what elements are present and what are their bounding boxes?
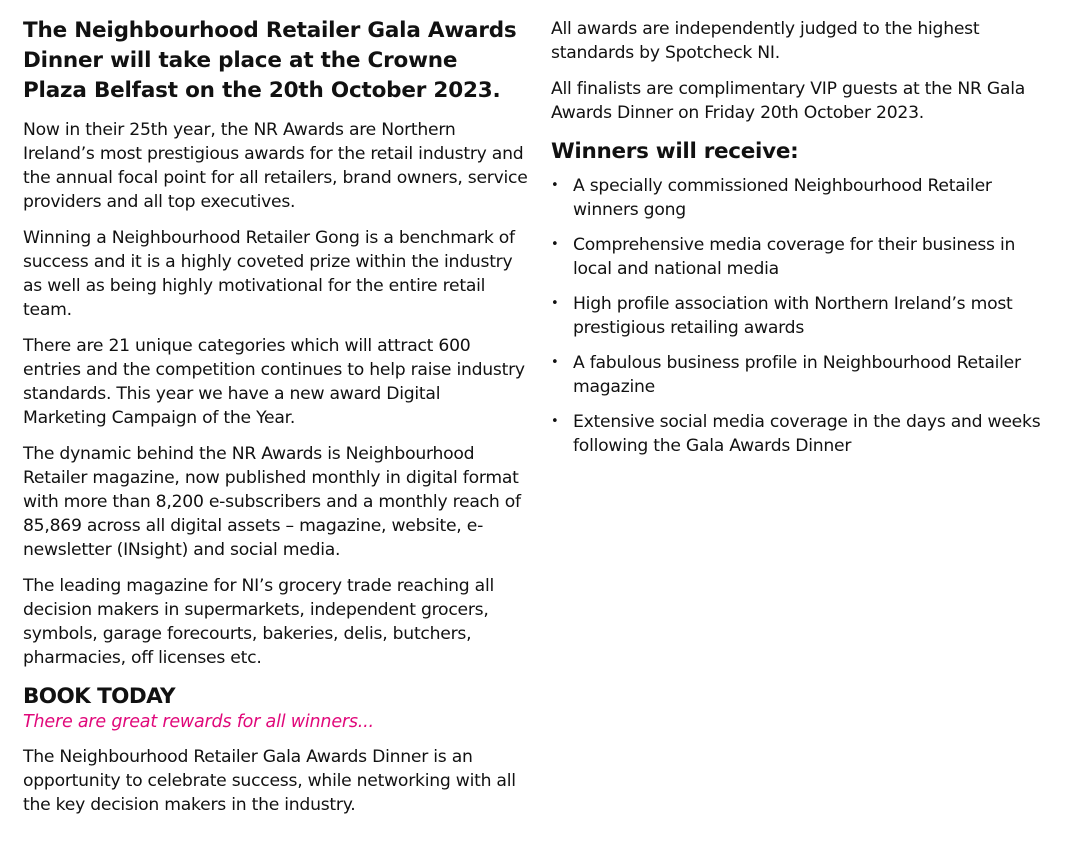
bullet-icon: • bbox=[551, 355, 559, 370]
list-item bbox=[551, 292, 1056, 340]
bullet-icon: • bbox=[551, 296, 559, 311]
list-item bbox=[551, 410, 1056, 458]
judging-paragraph: All awards are independently judged to the highest standards by Spotcheck NI. bbox=[551, 19, 980, 63]
bullet-icon: • bbox=[551, 237, 559, 252]
list-item bbox=[551, 351, 1056, 399]
dinner-description: The Neighbourhood Retailer Gala Awards Dinner is an opportunity to celebrate success, while networking with all the key decision makers in the industry. bbox=[23, 747, 516, 815]
bullet-icon: • bbox=[551, 414, 559, 429]
intro-paragraph: Now in their 25th year, the NR Awards are Northern Ireland’s most prestigious awards for the retail industry and the annual focal point for all retailers, brand owners, service providers and all top executives. bbox=[23, 120, 528, 212]
left-column bbox=[23, 0, 528, 817]
categories-paragraph: There are 21 unique categories which will attract 600 entries and the competition continues to help raise industry standards. This year we have a new award Digital Marketing Campaign of the Year. bbox=[23, 336, 525, 428]
finalists-paragraph: All finalists are complimentary VIP guests at the NR Gala Awards Dinner on Friday 20th October 2023. bbox=[551, 79, 1026, 123]
benefit-text: A fabulous business profile in Neighbourhood Retailer magazine bbox=[573, 353, 1021, 397]
bullet-icon: • bbox=[551, 178, 559, 193]
benefit-text: A specially commissioned Neighbourhood Retailer winners gong bbox=[573, 176, 992, 220]
event-headline: The Neighbourhood Retailer Gala Awards Dinner will take place at the Crowne Plaza Belfast on the 20th October 2023. bbox=[23, 18, 517, 103]
magazine-paragraph: The dynamic behind the NR Awards is Neighbourhood Retailer magazine, now published monthly in digital format with more than 8,200 e-subscribers and a monthly reach of 85,869 across all digital assets – magazine, website, e-newsletter (INsight) and social media. bbox=[23, 444, 521, 560]
right-column bbox=[551, 0, 1056, 469]
benefit-text: High profile association with Northern Ireland’s most prestigious retailing awards bbox=[573, 294, 1013, 338]
benefits-list bbox=[551, 174, 1056, 458]
rewards-tagline: There are great rewards for all winners... bbox=[23, 712, 374, 732]
reach-paragraph: The leading magazine for NI’s grocery trade reaching all decision makers in supermarkets, independent grocers, symbols, garage forecourts, bakeries, delis, butchers, pharmacies, off licenses etc. bbox=[23, 576, 495, 668]
gong-paragraph: Winning a Neighbourhood Retailer Gong is a benchmark of success and it is a highly coveted prize within the industry as well as being highly motivational for the entire retail team. bbox=[23, 228, 515, 320]
benefit-text: Extensive social media coverage in the days and weeks following the Gala Awards Dinner bbox=[573, 412, 1041, 456]
list-item bbox=[551, 233, 1056, 281]
list-item bbox=[551, 174, 1056, 222]
winners-heading: Winners will receive: bbox=[551, 139, 799, 164]
benefit-text: Comprehensive media coverage for their business in local and national media bbox=[573, 235, 1016, 279]
book-today-heading: BOOK TODAY bbox=[23, 684, 176, 709]
